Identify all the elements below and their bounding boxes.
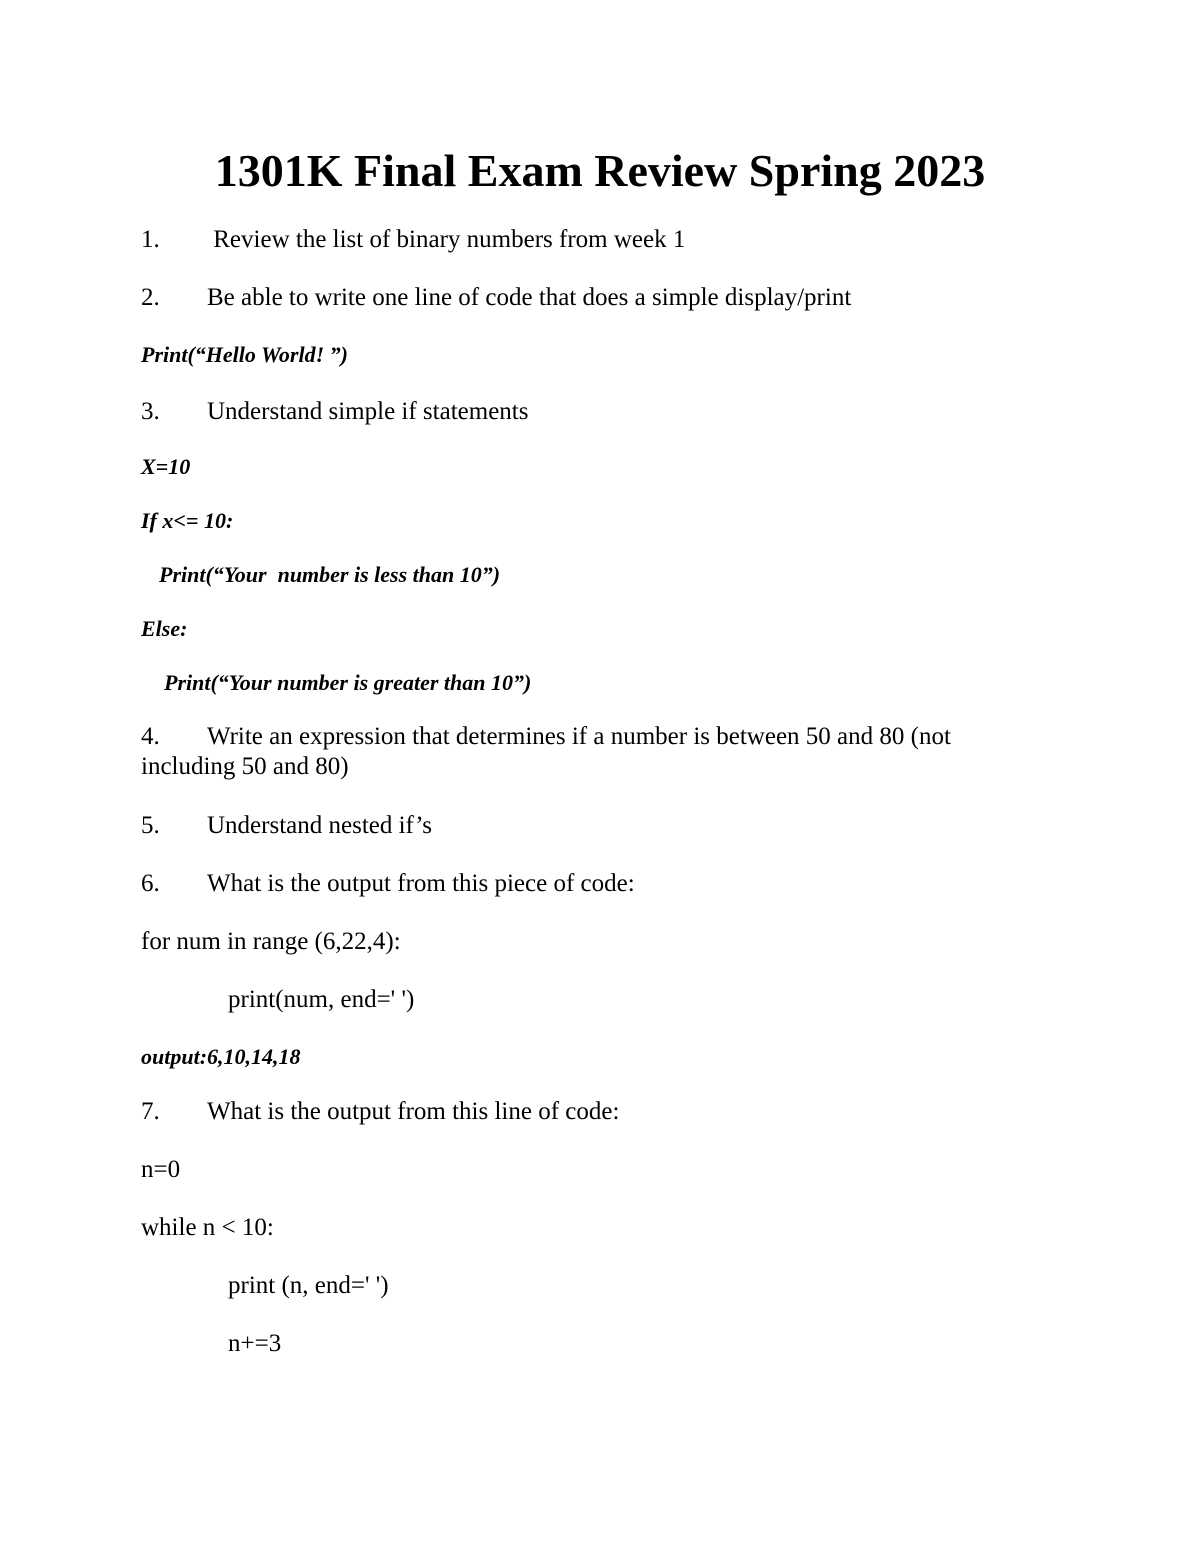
code-line: Print(“Hello World! ”) — [141, 342, 348, 367]
item-number: 7. — [141, 1098, 160, 1125]
item-text: Understand simple if statements — [207, 398, 529, 425]
code-line: Print(“Your number is greater than 10”) — [164, 670, 532, 695]
list-item — [141, 397, 528, 427]
code-line: If x<= 10: — [141, 508, 234, 533]
code-line: Else: — [141, 616, 188, 641]
code-line: Print(“Your number is less than 10”) — [159, 562, 501, 587]
item-text: What is the output from this line of code: — [207, 1098, 620, 1125]
item-number: 6. — [141, 870, 160, 897]
item-number: 5. — [141, 812, 160, 839]
list-item — [141, 225, 685, 255]
item-number: 1. — [141, 226, 160, 253]
code-line: n+=3 — [228, 1330, 282, 1357]
list-item — [141, 869, 635, 899]
code-line: X=10 — [141, 454, 191, 479]
item-text: What is the output from this piece of code: — [207, 870, 635, 897]
item-number: 2. — [141, 284, 160, 311]
code-line: n=0 — [141, 1156, 181, 1183]
item-text: Understand nested if’s — [207, 812, 432, 839]
page-title: 1301K Final Exam Review Spring 2023 — [214, 145, 986, 196]
item-text: Review the list of binary numbers from week 1 — [207, 226, 686, 253]
list-item — [141, 811, 432, 841]
code-line: while n < 10: — [141, 1214, 274, 1241]
code-line: print(num, end=' ') — [228, 986, 415, 1013]
code-line: print (n, end=' ') — [228, 1272, 389, 1299]
item-text: Write an expression that determines if a number is between 50 and 80 (not including 50 and 80) — [141, 723, 951, 780]
item-text: Be able to write one line of code that does a simple display/print — [207, 284, 852, 311]
item-number: 3. — [141, 398, 160, 425]
list-item — [141, 722, 1021, 782]
list-item — [141, 283, 851, 313]
output-line: output:6,10,14,18 — [141, 1044, 301, 1069]
list-item — [141, 1097, 619, 1127]
code-line: for num in range (6,22,4): — [141, 928, 401, 955]
item-number: 4. — [141, 723, 160, 750]
